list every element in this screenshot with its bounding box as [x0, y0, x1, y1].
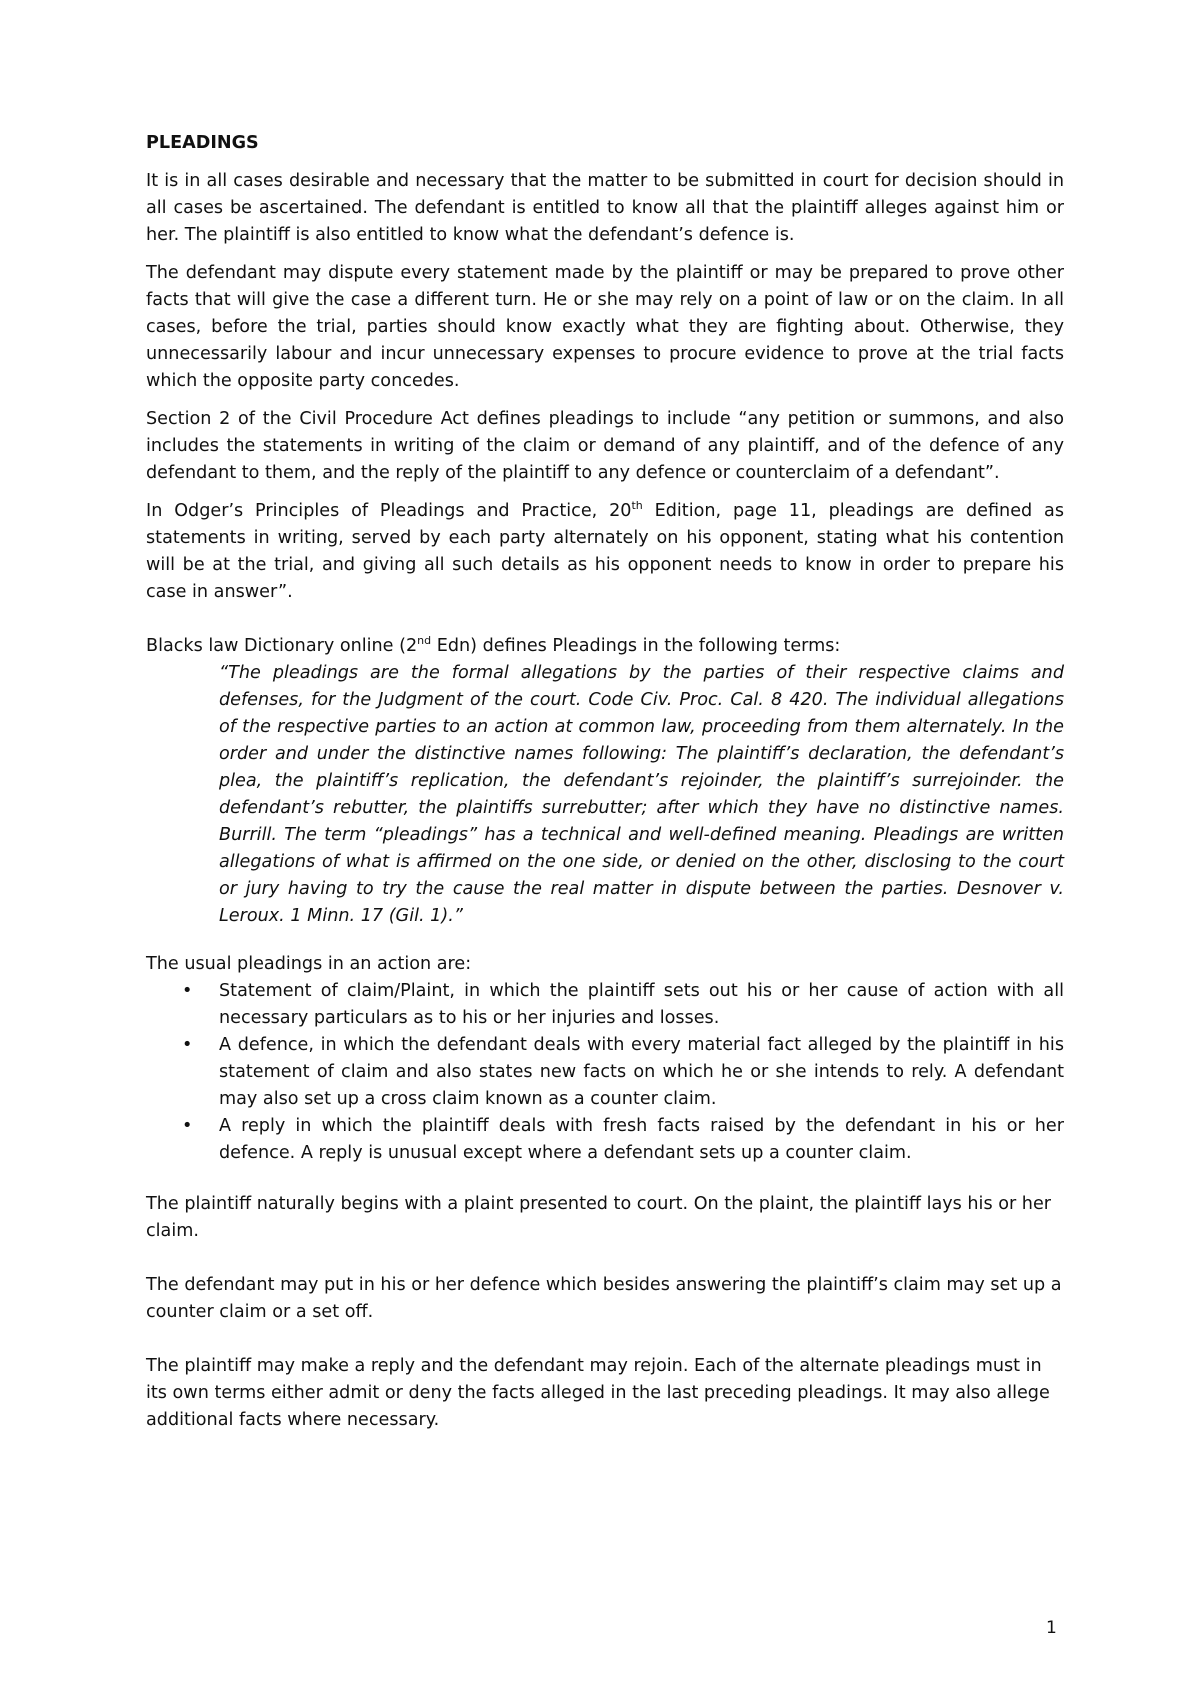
paragraph-3: Section 2 of the Civil Procedure Act defines pleadings to include “any petition or summons, and also includes the statements in writing of the claim or demand of any plaintiff, and of the defence of any defendant to them, and the reply of the plaintiff to any defence or counterclaim of a defendant”. — [146, 409, 1064, 483]
list-item-text: A defence, in which the defendant deals with every material fact alleged by the plaintiff in his statement of claim and also states new facts on which he or she intends to rely. A defendant may also set up a cross claim known as a counter claim. — [219, 1035, 1064, 1109]
paragraph-5-start: Blacks law Dictionary online (2 — [146, 636, 418, 656]
superscript-nd: nd — [417, 634, 432, 648]
block-quote: “The pleadings are the formal allegations by the parties of their respective claims and defenses, for the Judgment of the court. Code Civ. Proc. Cal. 8 420. The individual allegations of the respective parties to an action at common law, proceeding from them alternately. In the order and under the distinctive names following: The plaintiff’s declaration, the defendant’s plea, the plaintiff’s replication, the defendant’s rejoinder, the plaintiff’s surrejoinder. the defendant’s rebutter, the plaintiffs surrebutter; after which they have no distinctive names. Burrill. The term “pleadings” has a technical and well-defined meaning. Pleadings are written allegations of what is affirmed on the one side, or denied on the other, disclosing to the court or jury having to try the cause the real matter in dispute between the parties. Desnover v. Leroux. 1 Minn. 17 (Gil. 1).” — [219, 663, 1064, 926]
paragraph-5-end: Edn) defines Pleadings in the following terms: — [431, 636, 841, 656]
paragraph-4-end: Edition, page 11, pleadings are defined as statements in writing, served by each party alternately on his opponent, stating what his contention will be at the trial, and giving all such details as his opponent needs to know in order to prepare his case in answer”. — [146, 501, 1064, 602]
bullet-icon: • — [182, 981, 193, 1001]
document-page — [146, 130, 1064, 1445]
document-title: PLEADINGS — [146, 133, 259, 153]
paragraph-1: It is in all cases desirable and necessary that the matter to be submitted in court for decision should in all cases be ascertained. The defendant is entitled to know all that the plaintiff alleges against him or her. The plaintiff is also entitled to know what the defendant’s defence is. — [146, 171, 1064, 245]
list-intro: The usual pleadings in an action are: — [146, 954, 472, 974]
list-item — [146, 1113, 1064, 1167]
page-number: 1 — [1046, 1618, 1057, 1638]
pleadings-list — [146, 978, 1064, 1167]
list-item — [146, 1032, 1064, 1113]
bullet-icon: • — [182, 1116, 193, 1136]
paragraph-2: The defendant may dispute every statement made by the plaintiff or may be prepared to prove other facts that will give the case a different turn. He or she may rely on a point of law or on the claim. In all cases, before the trial, parties should know exactly what they are fighting about. Otherwise, they unnecessarily labour and incur unnecessary expenses to procure evidence to prove at the trial facts which the opposite party concedes. — [146, 263, 1064, 391]
paragraph-6: The plaintiff naturally begins with a plaint presented to court. On the plaint, the plaintiff lays his or her claim. — [146, 1194, 1052, 1241]
paragraph-5 — [146, 633, 1064, 660]
paragraph-7: The defendant may put in his or her defence which besides answering the plaintiff’s claim may set up a counter claim or a set off. — [146, 1275, 1062, 1322]
superscript-th: th — [631, 499, 643, 513]
paragraph-4-start: In Odger’s Principles of Pleadings and Practice, 20 — [146, 501, 632, 521]
paragraph-8: The plaintiff may make a reply and the defendant may rejoin. Each of the alternate pleadings must in its own terms either admit or deny the facts alleged in the last preceding pleadings. It may also allege additional facts where necessary. — [146, 1356, 1050, 1430]
list-item-text: Statement of claim/Plaint, in which the plaintiff sets out his or her cause of action with all necessary particulars as to his or her injuries and losses. — [219, 981, 1064, 1028]
list-item-text: A reply in which the plaintiff deals with fresh facts raised by the defendant in his or her defence. A reply is unusual except where a defendant sets up a counter claim. — [219, 1116, 1064, 1163]
list-item — [146, 978, 1064, 1032]
paragraph-4 — [146, 498, 1064, 606]
bullet-icon: • — [182, 1035, 193, 1055]
